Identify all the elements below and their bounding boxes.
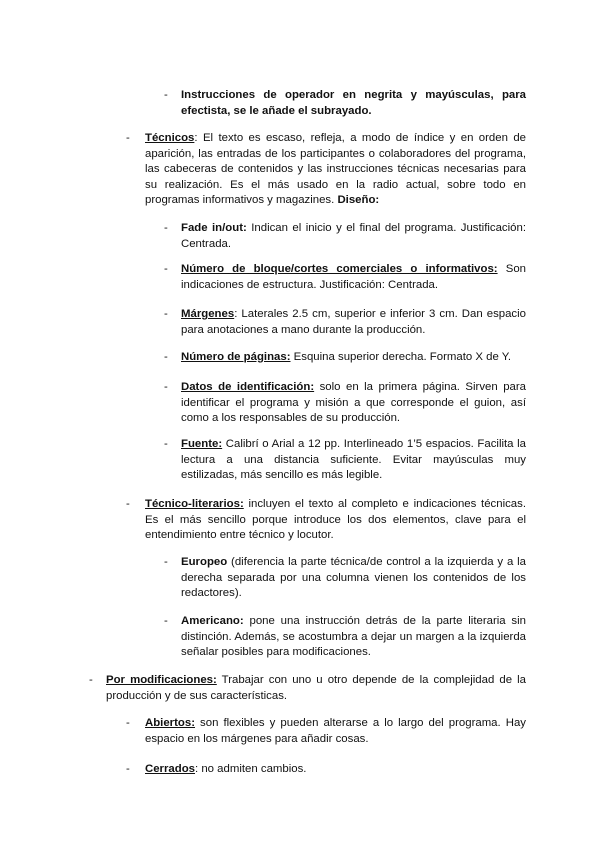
item-text: pone una instrucción detrás de la parte literaria sin distinción. Además, se acostumbra a dejar un margen a la izquierda señalar posibles para modificaciones.	[181, 615, 526, 658]
list-item	[181, 437, 526, 484]
list-bullet-dash: -	[164, 222, 168, 234]
item-underlined-term: Número de páginas:	[181, 351, 291, 363]
list-bullet-dash: -	[164, 556, 168, 568]
list-bullet-dash: -	[126, 498, 130, 510]
list-bullet-dash: -	[164, 263, 168, 275]
item-text: Son indicaciones de estructura. Justificación: Centrada.	[181, 263, 526, 291]
item-bold-term: Americano:	[181, 615, 244, 627]
item-bold-term: Fade in/out:	[181, 222, 247, 234]
list-bullet-dash: -	[164, 438, 168, 450]
list-item	[181, 88, 526, 119]
list-item	[145, 497, 526, 544]
list-bullet-dash: -	[126, 132, 130, 144]
list-item	[181, 555, 526, 602]
item-text: son flexibles y pueden alterarse a lo largo del programa. Hay espacio en los márgenes para añadir cosas.	[145, 717, 526, 745]
list-item	[181, 380, 526, 427]
item-underlined-term: Técnico-literarios:	[145, 498, 244, 510]
item-text: incluyen el texto al completo e indicaciones técnicas. Es el más sencillo porque introduce los dos elementos, clave para el entendimiento entre técnico y locutor.	[145, 498, 526, 541]
list-item	[145, 762, 526, 778]
item-underlined-term: Por modificaciones:	[106, 674, 217, 686]
item-bold-term: Europeo	[181, 556, 228, 568]
item-text: Indican el inicio y el final del programa. Justificación: Centrada.	[181, 222, 526, 250]
list-item	[181, 350, 526, 366]
item-text: (diferencia la parte técnica/de control a la izquierda y a la derecha separada por una columna vienen los contenidos de los redactores).	[181, 556, 526, 599]
list-item	[106, 673, 526, 704]
item-text: : Laterales 2.5 cm, superior e inferior 3 cm. Dan espacio para anotaciones a mano durante la producción.	[181, 308, 526, 336]
item-text: Calibrí o Arial a 12 pp. Interlineado 1’5 espacios. Facilita la lectura a una distancia suficiente. Evitar mayúsculas muy estilizadas, más sencillo es más legible.	[181, 438, 526, 481]
list-bullet-dash: -	[126, 763, 130, 775]
list-item	[181, 307, 526, 338]
item-text: Trabajar con uno u otro depende de la complejidad de la producción y de sus características.	[106, 674, 526, 702]
list-bullet-dash: -	[164, 381, 168, 393]
item-underlined-term: Número de bloque/cortes comerciales o informativos:	[181, 263, 498, 275]
item-bold-text: Diseño:	[337, 194, 380, 206]
item-text: Esquina superior derecha. Formato X de Y.	[290, 351, 512, 363]
list-bullet-dash: -	[164, 308, 168, 320]
item-underlined-term: Fuente:	[181, 438, 223, 450]
item-underlined-term: Márgenes	[181, 308, 235, 320]
item-text: : no admiten cambios.	[195, 763, 307, 775]
item-bold-text: Instrucciones de operador en negrita y mayúsculas, para efectista, se le añade el subrayado.	[181, 89, 526, 117]
list-bullet-dash: -	[126, 717, 130, 729]
item-text: solo en la primera página. Sirven para identificar el programa y misión a que corresponde el guion, así como a los responsables de su producción.	[181, 381, 526, 424]
list-item	[181, 221, 526, 252]
list-item	[145, 131, 526, 209]
list-item	[181, 262, 526, 293]
item-underlined-term: Datos de identificación:	[181, 381, 315, 393]
item-underlined-term: Cerrados	[145, 763, 196, 775]
item-text: : El texto es escaso, refleja, a modo de índice y en orden de aparición, las entradas de los participantes o colaboradores del programa, las cabeceras de contenidos y las instrucciones técnicas necesarias para su realización. Es el más usado en la radio actual, sobre todo en programas informativos y magazines.	[145, 132, 526, 206]
list-item	[181, 614, 526, 661]
item-underlined-term: Abiertos:	[145, 717, 195, 729]
list-bullet-dash: -	[89, 674, 93, 686]
list-bullet-dash: -	[164, 351, 168, 363]
list-item	[145, 716, 526, 747]
list-bullet-dash: -	[164, 615, 168, 627]
item-underlined-term: Técnicos	[145, 132, 195, 144]
list-bullet-dash: -	[164, 89, 168, 101]
